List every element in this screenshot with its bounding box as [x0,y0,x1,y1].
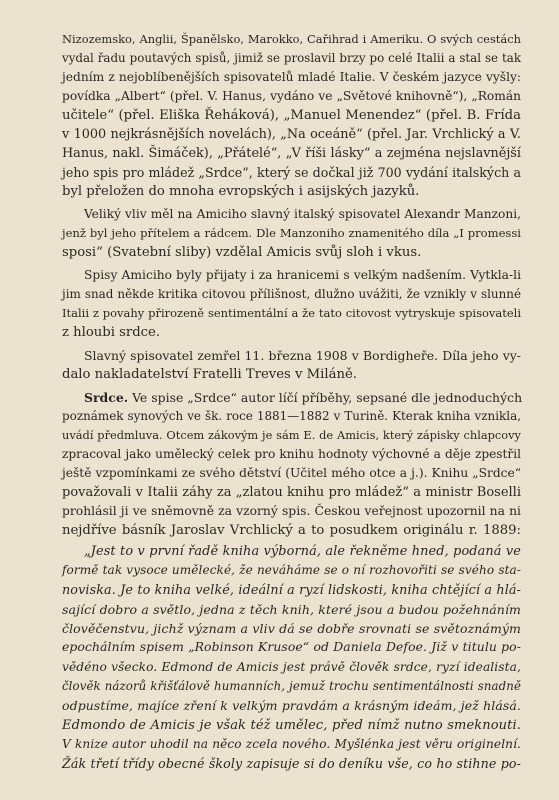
text-line: byl přeložen do mnoha evropských i asijských jazyků. [62,184,420,199]
text-line: jeho spis pro mládež „Srdce“, který se dočkal již 700 vydání italských a [62,165,521,180]
text-line: jim snad někde kritika citovou přílišnost, dlužno uvážiti, že vznikly v slunné [62,287,521,301]
quote-line: sající dobro a světlo, jedna z těch knih, které jsou a budou požehnáním [62,601,521,617]
quote-line: formě tak vysoce umělecké, že neváháme se o ní rozhovořiti se svého sta- [62,563,521,578]
text-line: z hloubi srdce. [62,325,161,340]
paragraph-death [62,346,521,384]
section-lead-srdce: Srdce. [84,390,129,405]
text-fragment: Ve spise „Srdce“ autor líčí příběhy, sepsané dle jednoduchých [128,390,523,405]
quote-line: člověk názorů křišťálově humanních, jemuž trochu sentimentálnosti snadně [62,679,521,694]
paragraph-srdce [62,388,521,540]
text-line: Italii z povahy přirozeně sentimentální a že tato citovost vytryskuje spisovateli [62,306,521,320]
quote-line: odpustíme, majíce zření k velkým pravdám a krásným ideám, jež hlásá. [62,698,521,714]
quote-line: noviska. Je to kniha velké, ideální a ryzí lidskosti, kniha chtějící a hlá- [62,582,521,598]
text-line: dalo nakladatelství Fratelli Treves v Miláně. [62,367,357,382]
text-line: jenž byl jeho přítelem a rádcem. Dle Manzoniho znamenitého díla „I promessi [62,226,521,240]
text-line: ještě vzpomínkami ze svého dětství (Učitel mého otce a j.). Knihu „Srdce“ [62,466,521,480]
text-line: považovali v Italii záhy za „zlatou knihu pro mládež“ a ministr Boselli [62,485,521,500]
paragraph-amicis-travels [62,30,521,201]
quote-line: Žák třetí třídy obecné školy zapisuje si do deníku vše, co ho stihne po- [62,756,521,772]
text-line: nejdříve básník Jaroslav Vrchlický a to posudkem originálu r. 1889: [62,523,521,538]
quote-line: člověčenstvu, jichž význam a vliv dá se dobře srovnati se světoznámým [62,621,521,637]
quote-line: epochálním spisem „Robinson Krusoe“ od Daniela Defoe. Již v titulu po- [62,640,521,655]
text-line: Spisy Amiciho byly přijaty i za hranicemi s velkým nadšením. Vytkla-li [84,268,521,282]
quote-line: vědéno všecko. Edmond de Amicis jest právě člověk srdce, ryzí idealista, [62,659,521,674]
text-line: jedním z nejoblíbenějších spisovatelů mladé Italie. V českém jazyce vyšly: [62,70,521,84]
quote-vrchlicky [62,542,521,774]
text-line: povídka „Albert“ (přel. V. Hanus, vydáno ve „Světové knihovně“), „Román [62,89,521,103]
text-line: zpracoval jako umělecký celek pro knihu hodnoty výchovné a děje zpestřil [62,447,521,461]
paragraph-manzoni [62,205,521,262]
text-line: v 1000 nejkrásnějších novelách), „Na oceáně“ (přel. Jar. Vrchlický a V. [62,127,521,142]
text-line [62,388,521,407]
paragraph-reception [62,266,521,342]
text-line: Veliký vliv měl na Amiciho slavný italský spisovatel Alexandr Manzoni, [84,207,521,221]
text-line: Hanus, nakl. Šimáček), „Přátelé“, „V říši lásky“ a zejména nejslavnější [62,146,521,161]
quote-line: Edmondo de Amicis je však též umělec, před nímž nutno smeknouti. [62,717,521,733]
text-line: Nizozemsko, Anglii, Španělsko, Marokko, Cařihrad i Ameriku. O svých cestách [62,32,521,46]
text-line: učitele“ (přel. Eliška Řeháková), „Manuel Menendez“ (přel. B. Frída [62,108,521,123]
text-line: uvádí předmluva. Otcem zákovým je sám E. de Amicis, který zápisky chlapcovy [62,428,521,442]
text-line: poznámek synových ve šk. roce 1881—1882 v Turině. Kterak kniha vznikla, [62,409,521,423]
text-line: Slavný spisovatel zemřel 11. března 1908 v Bordigheře. Díla jeho vy- [84,348,521,363]
text-line: vydal řadu poutavých spisů, jimiž se proslavil brzy po celé Italii a stal se tak [62,51,521,65]
quote-line: V knize autor uhodil na něco zcela nového. Myšlénka jest věru originelní. [62,736,521,751]
quote-line: „Jest to v první řadě kniha výborná, ale řekněme hned, podaná ve [84,544,521,559]
text-line: sposi“ (Svatební sliby) vzdělal Amicis svůj sloh i vkus. [62,245,422,260]
text-line: prohlásil ji ve sněmovně za vzorný spis. Českou veřejnost upozornil na ni [62,504,521,518]
